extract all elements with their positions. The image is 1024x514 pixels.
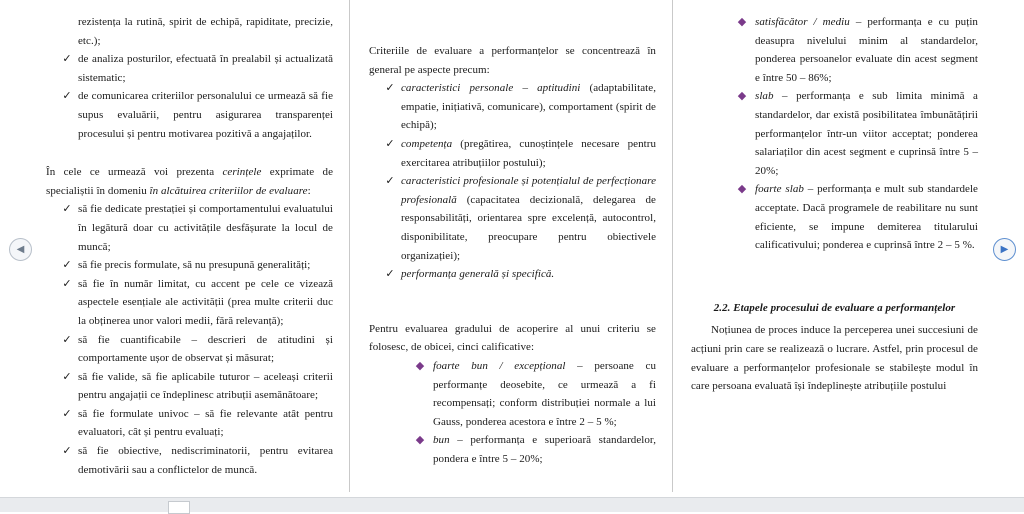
previous-page-button[interactable] [9,238,32,261]
list-item [46,50,333,87]
list-item [46,200,333,256]
diamond-bullet-icon: ◆ [737,183,747,196]
check-icon: ✓ [62,259,72,272]
list-item [46,87,333,143]
check-icon: ✓ [62,333,72,346]
chevron-left-icon: ◀ [16,244,25,255]
text-span: În cele ce urmează voi prezenta [46,166,223,179]
paragraph-process: Noțiunea de proces induce la perceperea unei succesiuni de acțiuni prin care se realizează o lucrare. Astfel, prin procesul de evaluare a performanțelor profesionale se stabilește modul în care persoana evaluată își îndeplinește atribuțiile postului [691,324,978,393]
list-item [46,368,333,405]
emphasis: slab [755,90,774,103]
list-item [46,331,333,368]
list-item [46,405,333,442]
check-icon: ✓ [62,90,72,103]
list-item-text: – performanța e cu puțin deasupra nivelului minim al standardelor, ponderea persoanelor evaluate din acest segment e între 50 – 86%; [755,16,978,84]
column-middle [369,42,656,468]
list-item [691,87,978,180]
column-right [691,13,978,396]
list-item [46,275,333,331]
list-item-text: (pregătirea, cunoștințele necesare pentru exercitarea atribuțiilor postului); [401,137,656,169]
list-item [369,357,656,431]
emphasis: satisfăcător / mediu [755,16,850,28]
page-divider [349,0,350,492]
list-item [691,180,978,254]
diamond-bullet-icon: ◆ [415,359,425,372]
check-icon: ✓ [385,268,395,281]
list-item-text: (capacitatea decizională, delegarea de responsabilități, orientarea spre excelență, autocontrol, disponibilitate, preocupare pentru obiectivele organizației); [401,193,656,262]
list-item [369,265,656,284]
section-heading: 2.2. Etapele procesului de evaluare a performanțelor [713,301,956,314]
chevron-right-icon: ▶ [1000,244,1009,255]
check-icon: ✓ [62,407,72,420]
check-icon: ✓ [385,137,395,150]
emphasis: în alcătuirea criteriilor de evaluare [149,184,308,197]
paragraph-qualifiers-intro: Pentru evaluarea gradului de acoperire al unui criteriu se folosesc, de obicei, cinci calificative: [369,322,656,354]
check-icon: ✓ [385,175,395,188]
list-item-text: să fie formulate univoc – să fie relevante atât pentru evaluatori, cât și pentru evaluați; [78,407,333,439]
list-item-text: – performanța e mult sub standardele acceptate. Dacă programele de reabilitare nu sunt eficiente, se impune demiterea titularului calificativului; ponderea e cuprinsă între 2 – 5 %. [755,183,978,252]
column-left [46,13,333,479]
check-icon: ✓ [62,445,72,458]
emphasis: performanța generală și specifică. [401,268,555,281]
list-item-text: să fie valide, să fie aplicabile tuturor – aceleași criterii pentru angajații ce îndeplinesc atribuții asemănătoare; [78,370,333,402]
list-item-text: – performanța e sub limita minimă a standardelor, dar există posibilitatea îmbunătățirii performanțelor într-un viitor acceptat; ponderea salariaților din acest segment e cuprinsă între 5 – 20%; [755,90,978,177]
diamond-bullet-icon: ◆ [737,16,747,28]
list-item-text: de analiza posturilor, efectuată în prealabil și actualizată sistematic; [78,53,333,84]
check-icon: ✓ [62,203,72,216]
page-divider [672,0,673,492]
emphasis: foarte slab [755,183,804,196]
paragraph-criteria-intro: Criteriile de evaluare a performanțelor se concentrează în general pe aspecte precum: [369,45,656,76]
emphasis: foarte bun / excepțional [433,359,566,372]
list-item-text: să fie precis formulate, să nu presupună generalități; [78,259,311,272]
text-span: : [307,184,311,197]
list-item [369,431,656,468]
emphasis: cerințele [222,166,262,179]
check-icon: ✓ [62,370,72,383]
list-item [369,79,656,135]
list-item-text: să fie dedicate prestației și comportamentului evaluatului în legătură doar cu activitățile desfășurate la locul de muncă; [78,203,333,253]
list-item-text: să fie în număr limitat, cu accent pe cele ce vizează aspectele esențiale ale activității (prea multe criterii duc la obținerea unor valori medii, fără relevanță); [78,277,333,327]
paragraph-requirements [46,163,333,200]
scroll-thumb[interactable] [168,501,190,514]
check-icon: ✓ [62,277,72,290]
text-line: rezistența la rutină, spirit de echipă, rapiditate, precizie, etc.); [78,16,333,47]
text-span: exprimate de specialiștii în domeniu [46,166,333,197]
list-item [369,172,656,265]
list-item-text: să fie cuantificabile – descrieri de atitudini și comportamente ușor de observat și măsurat; [78,333,333,365]
bottom-status-bar [0,497,1024,512]
emphasis: bun [433,434,450,447]
list-item [369,135,656,172]
emphasis: caracteristici personale – aptitudini [401,82,581,95]
list-item-text: de comunicarea criteriilor personalului ce urmează să fie supus evaluării, pentru asigurarea transparenței procesului și pentru motivarea pozitivă a angajaților. [78,90,333,140]
emphasis: caracteristici profesionale și potențialul de perfecționare profesională [401,175,656,206]
list-item-text: (adaptabilitate, empatie, inițiativă, comunicare), comportament (spirit de echipă); [401,82,656,132]
diamond-bullet-icon: ◆ [415,434,425,447]
list-item-text: să fie obiective, nediscriminatorii, pentru evitarea demotivării sau a conflictelor de muncă. [78,445,333,476]
diamond-bullet-icon: ◆ [737,90,747,103]
emphasis: competența [401,137,453,150]
check-icon: ✓ [385,82,395,95]
list-item-text: – persoane cu performanțe deosebite, ce urmează a fi recompensați; conform distribuției normale a lui Gauss, ponderea acestora e între 2 – 5 %; [433,359,656,428]
list-item [46,442,333,479]
list-item [46,256,333,275]
next-page-button[interactable] [993,238,1016,261]
list-item [691,13,978,87]
list-item-text: – performanța e superioară standardelor, pondera e între 5 – 20%; [433,434,656,465]
check-icon: ✓ [62,53,72,66]
